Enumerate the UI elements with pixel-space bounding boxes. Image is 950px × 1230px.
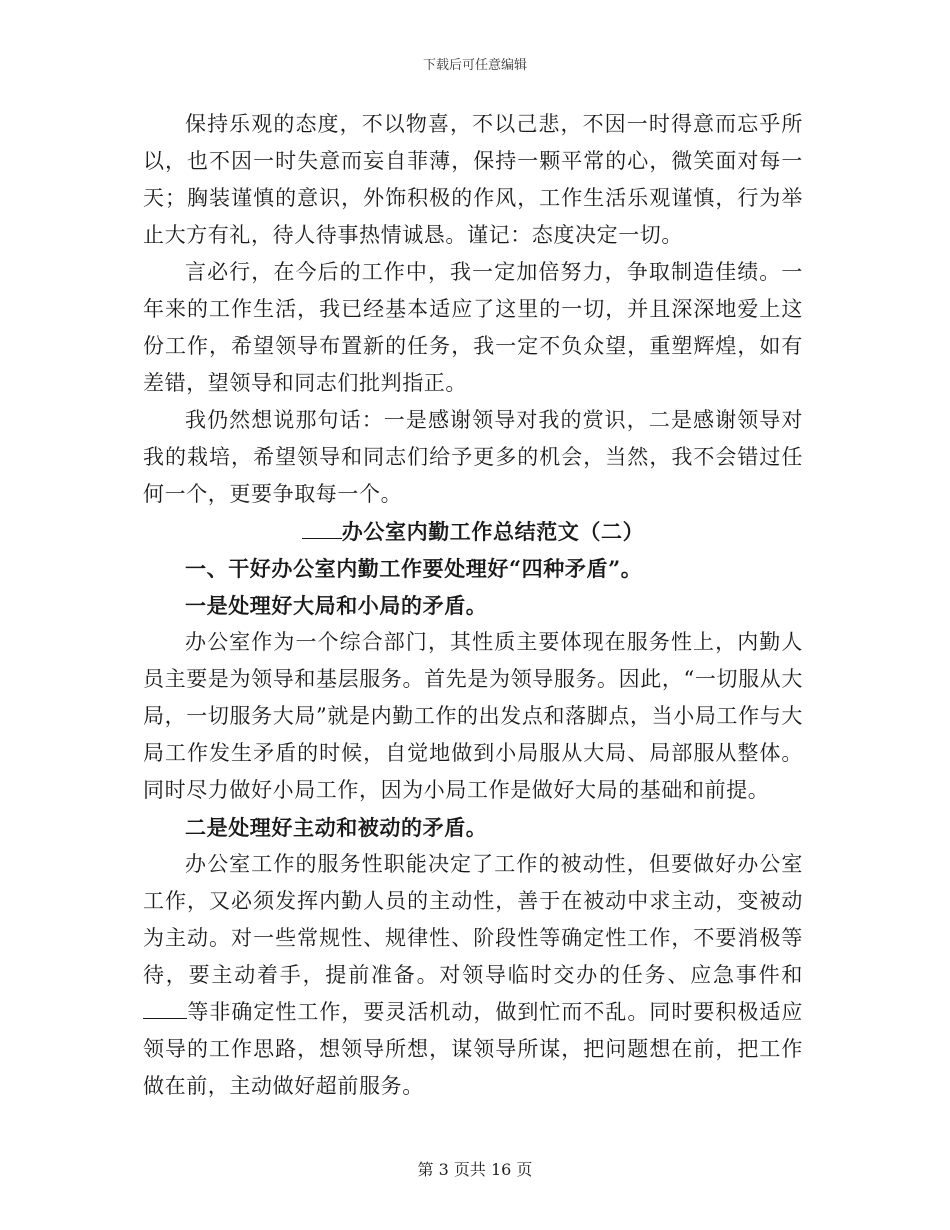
paragraph-active-passive-part1: 办公室工作的服务性职能决定了工作的被动性，但要做好办公室工作，又必须发挥内勤人员的主动性，善于在被动中求主动，变被动为主动。对一些常规性、规律性、阶段性等确定性工作，不要消极等待，要主动着手，提前准备。对领导临时交办的任务、应急事件和 [143,852,803,987]
subheading-active-passive: 二是处理好主动和被动的矛盾。 [185,815,488,840]
paragraph-commitment: 言必行，在今后的工作中，我一定加倍努力，争取制造佳绩。一年来的工作生活，我已经基本适应了这里的一切，并且深深地爱上这份工作，希望领导布置新的任务，我一定不负众望，重塑辉煌，如有差错，望领导和同志们批判指正。 [143,260,803,395]
document-body [143,106,803,1105]
paragraph-big-small: 办公室作为一个综合部门，其性质主要体现在服务性上，内勤人员主要是为领导和基层服务。首先是为领导服务。因此，“一切服从大局，一切服务大局”就是内勤工作的出发点和落脚点，当小局工作与大局工作发生矛盾的时候，自觉地做到小局服从大局、局部服从整体。同时尽力做好小局工作，因为小局工作是做好大局的基础和前提。 [143,630,803,802]
paragraph-gratitude: 我仍然想说那句话：一是感谢领导对我的赏识，二是感谢领导对我的栽培，希望领导和同志们给予更多的机会，当然，我不会错过任何一个，更要争取每一个。 [143,408,803,506]
section-title-text: 办公室内勤工作总结范文（二） [341,519,645,544]
inline-blank-underline [143,999,187,1019]
heading-four-contradictions: 一、干好办公室内勤工作要处理好“四种矛盾”。 [185,556,643,581]
section-title [143,513,803,550]
title-blank-underline [302,519,342,539]
page-number: 第 3 页共 16 页 [417,1160,533,1179]
paragraph-attitude: 保持乐观的态度，不以物喜，不以己悲，不因一时得意而忘乎所以，也不因一时失意而妄自菲薄，保持一颗平常的心，微笑面对每一天；胸装谨慎的意识，外饰积极的作风，工作生活乐观谨慎，行为举止大方有礼，待人待事热情诚恳。谨记：态度决定一切。 [143,112,803,247]
page-header-note: 下载后可任意编辑 [422,58,527,73]
paragraph-active-passive-part2: 等非确定性工作，要灵活机动，做到忙而不乱。同时要积极适应领导的工作思路，想领导所想，谋领导所谋，把问题想在前，把工作做在前，主动做好超前服务。 [143,1000,803,1098]
subheading-big-small: 一是处理好大局和小局的矛盾。 [185,593,488,618]
paragraph-active-passive [143,846,803,1105]
